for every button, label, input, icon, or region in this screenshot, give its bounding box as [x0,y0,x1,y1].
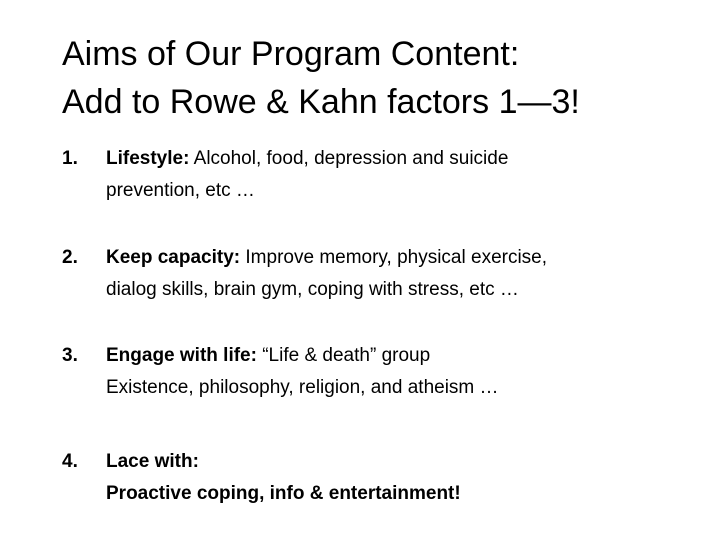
list-item-label: Keep capacity: [106,247,241,268]
list-item-label: Lifestyle: [106,148,190,169]
list-item-number: 3. [62,345,78,366]
list-item-first-line [62,143,702,175]
title-line-2: Add to Rowe & Kahn factors 1—3! [62,83,580,121]
list-item-number: 4. [62,451,78,472]
list-item-lace-with [62,446,702,510]
list-item-text: “Life & death” group [256,345,431,366]
list-item-first-line [62,340,702,372]
list-item-number: 1. [62,148,78,169]
list-item-engage-with-life [62,340,702,404]
list-item-text: Improve memory, physical exercise, [240,247,548,268]
slide-title [62,30,702,126]
list-item-keep-capacity [62,242,702,306]
list-item-continuation: dialog skills, brain gym, coping with stress, etc … [106,279,519,300]
title-line-1: Aims of Our Program Content: [62,35,520,73]
list-item-lifestyle [62,143,702,207]
list-item-label: Lace with: [106,451,199,472]
list-item-first-line [62,446,702,478]
list-item-number: 2. [62,247,78,268]
list-item-continuation: Proactive coping, info & entertainment! [106,483,461,504]
list-item-text: Alcohol, food, depression and suicide [189,148,509,169]
list-item-label: Engage with life: [106,345,257,366]
list-item-continuation: prevention, etc … [106,180,255,201]
list-item-continuation: Existence, philosophy, religion, and atheism … [106,377,499,398]
list-item-first-line [62,242,702,274]
